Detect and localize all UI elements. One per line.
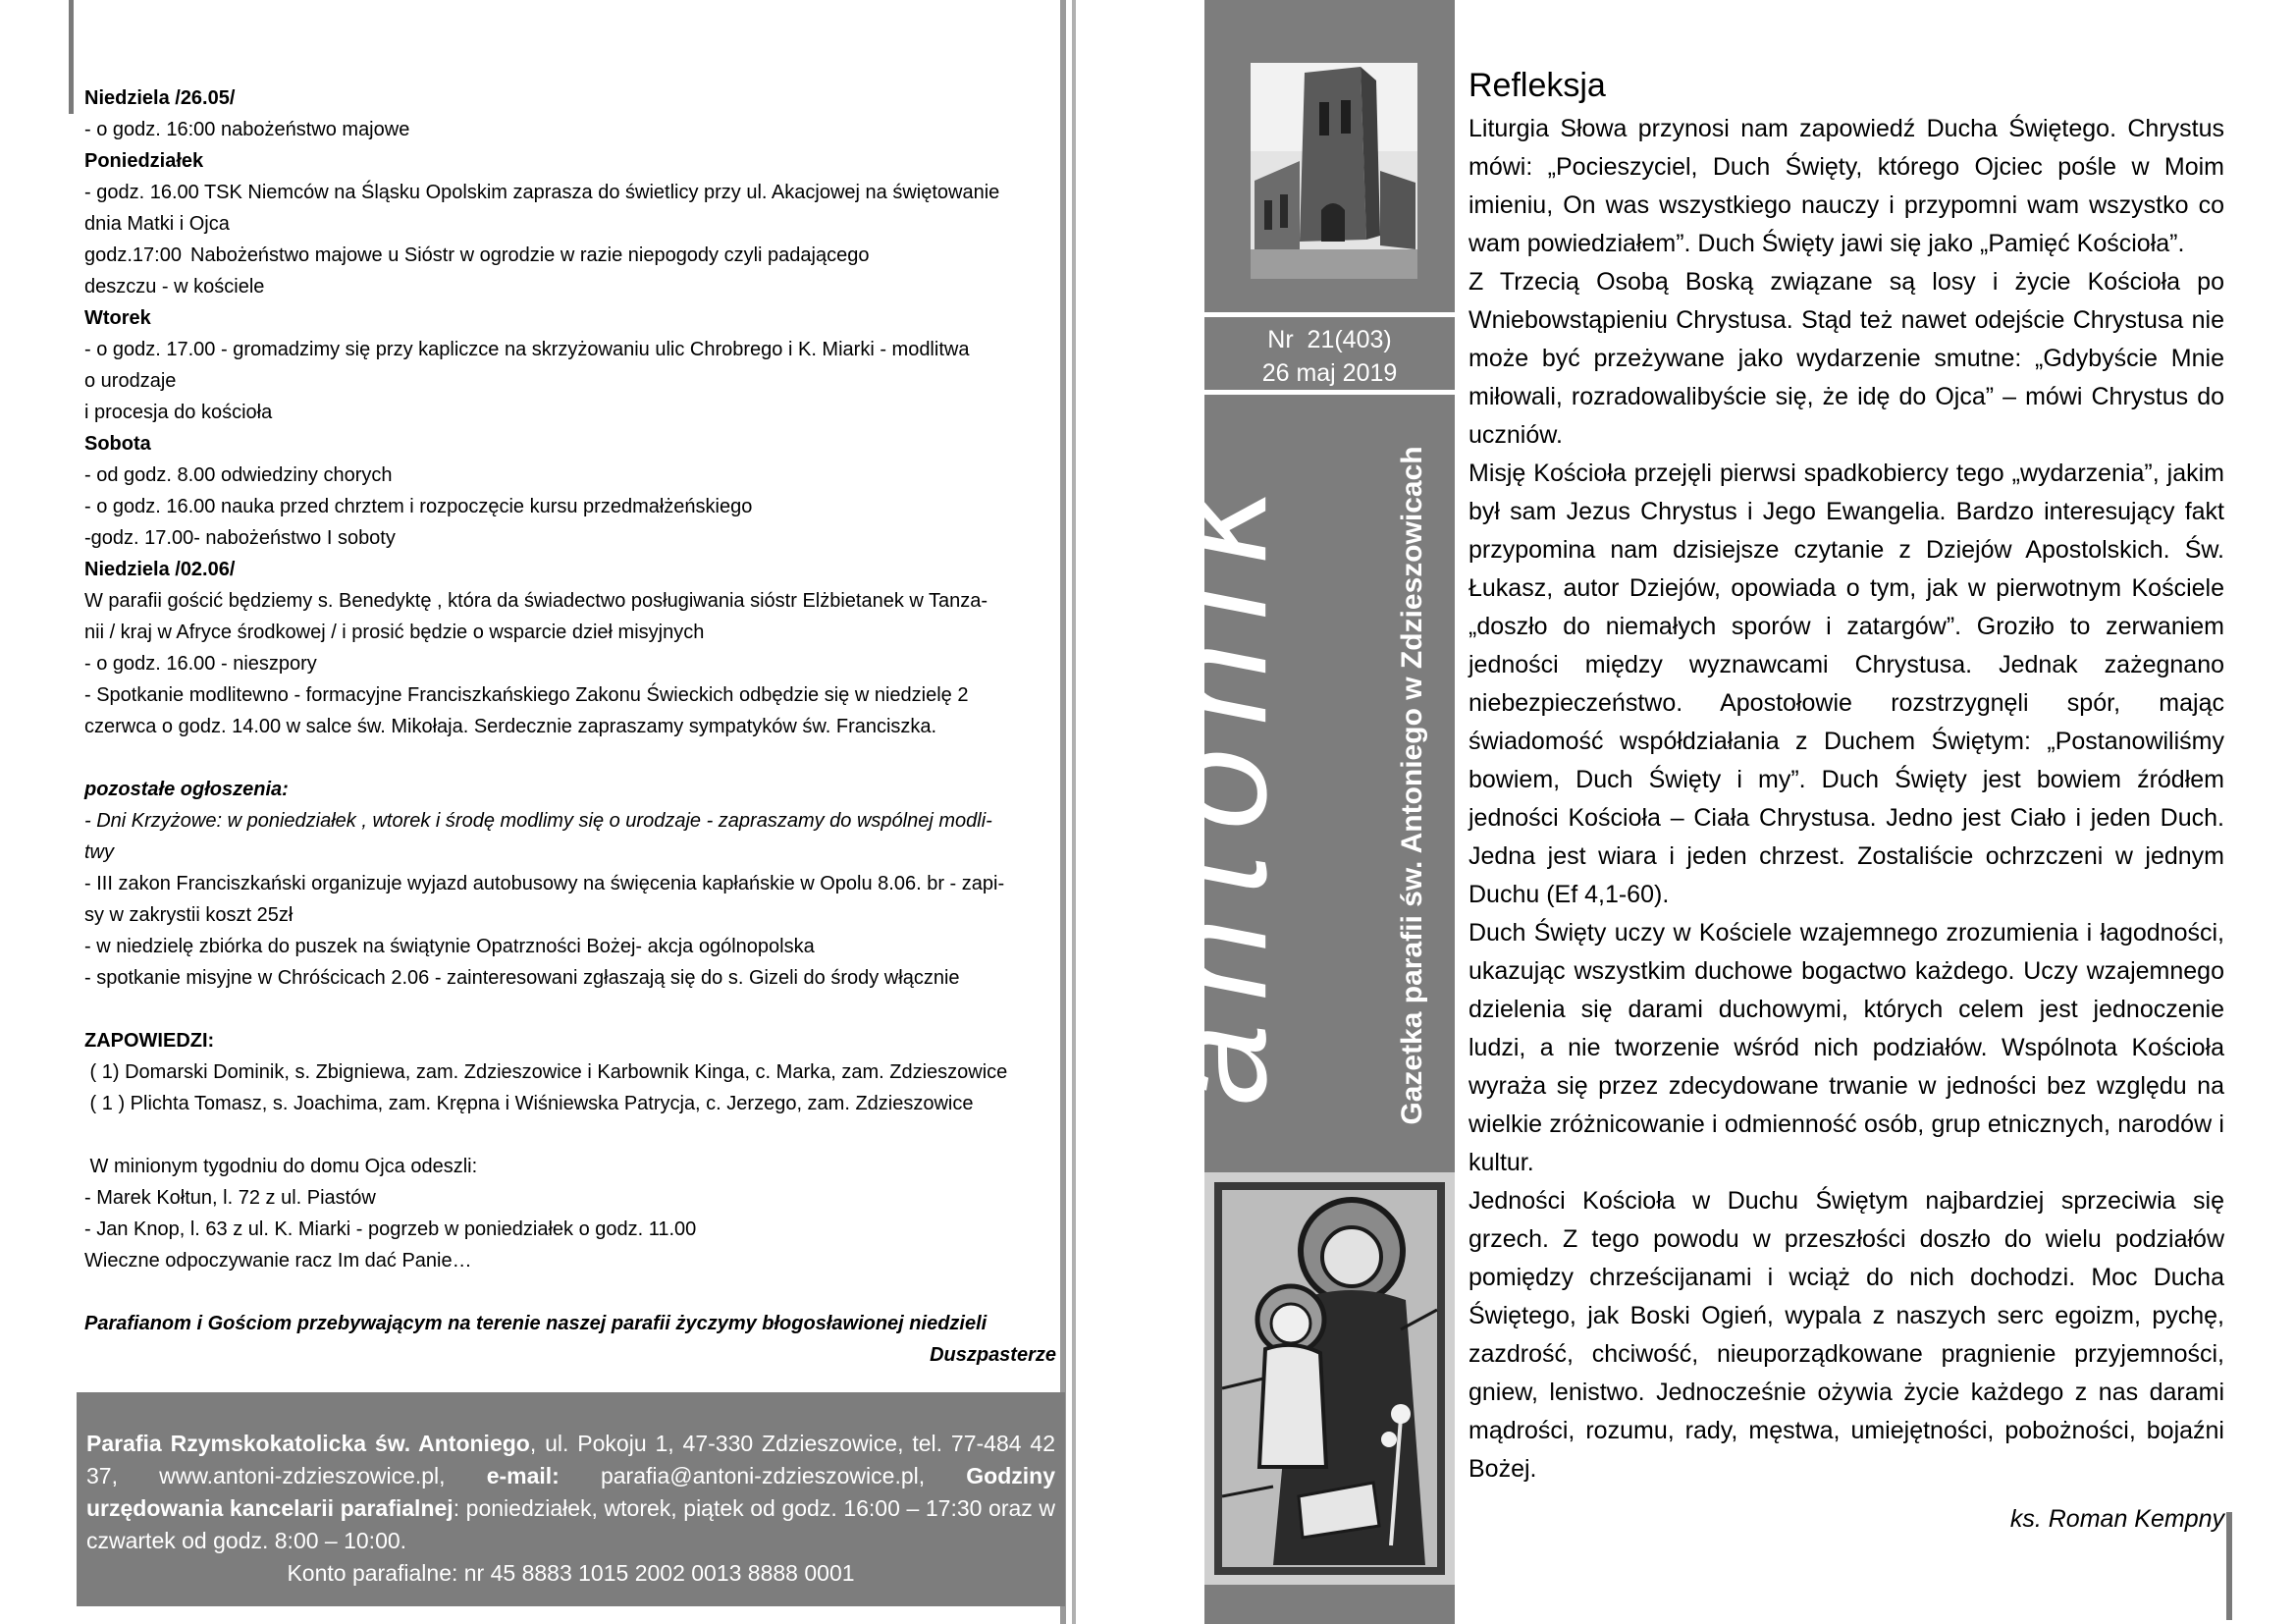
email-label: e-mail: bbox=[486, 1463, 560, 1489]
saint-anthony-image bbox=[1204, 1172, 1455, 1585]
announcements bbox=[84, 82, 1056, 1371]
article-paragraph: Z Trzecią Osobą Boską związane są losy i życie Kościoła po Wniebowstąpieniu Chrystusa. Stąd też nawet odejście Chrystusa nie może być przeżywane jako wydarzenie smutne: „Gdybyście Mnie miłowali, rozradowalibyście się, że idę do Ojca” – mówi Chrystus do uczniów. bbox=[1468, 268, 2224, 449]
deceased-heading: W minionym tygodniu do domu Ojca odeszli: bbox=[84, 1156, 478, 1177]
announcement-line: - o godz. 16.00 - nieszpory bbox=[84, 653, 317, 675]
announcement-line: twy bbox=[84, 841, 114, 863]
issue-info bbox=[1204, 312, 1455, 395]
announcement-line: - Dni Krzyżowe: w poniedziałek , wtorek i środę modlimy się o urodzaje - zapraszamy do wspólnej modli- bbox=[84, 810, 992, 832]
announcement-line: - III zakon Franciszkański organizuje wyjazd autobusowy na święcenia kapłańskie w Opolu 8.06. br - zapi- bbox=[84, 873, 1005, 894]
left-page-edge-bar bbox=[1060, 0, 1066, 1624]
announcement-line: nii / kraj w Afryce środkowej / i prosić będzie o wsparcie dzieł misyjnych bbox=[84, 622, 705, 643]
day-heading: Poniedziałek bbox=[84, 150, 204, 172]
article-paragraph: Duch Święty uczy w Kościele wzajemnego zrozumienia i łagodności, ukazując wszystkim duchowe bogactwo każdego. Uczy wzajemnego dzielenia się darami duchowymi, których celem jest jednoczenie ludzi, a nie tworzenie wśród nich podziałów. Wspólnota Kościoła wyraża się przez zdecydowane trwanie w jedności bez względu na wielkie zróżnicowanie i odmienność osób, grup etnicznych, narodów i kultur. bbox=[1468, 919, 2224, 1176]
deceased-line: - Marek Kołtun, l. 72 z ul. Piastów bbox=[84, 1187, 376, 1209]
right-page-edge-bar bbox=[1072, 0, 1076, 1624]
church-photo bbox=[1251, 63, 1417, 279]
announcement-line: - spotkanie misyjne w Chróścicach 2.06 - zainteresowani zgłaszają się do s. Gizeli do środy włącznie bbox=[84, 967, 960, 989]
day-heading: Niedziela /26.05/ bbox=[84, 87, 236, 109]
parish-name: Parafia Rzymskokatolicka św. Antoniego bbox=[86, 1431, 530, 1456]
announcement-line: o urodzaje bbox=[84, 370, 177, 392]
issue-date: 26 maj 2019 bbox=[1261, 359, 1398, 387]
banns-line: ( 1) Domarski Dominik, s. Zbigniewa, zam. Zdzieszowice i Karbownik Kinga, c. Marka, zam. Zdzieszowice bbox=[84, 1061, 1008, 1083]
article-paragraph: Liturgia Słowa przynosi nam zapowiedź Ducha Świętego. Chrystus mówi: „Pocieszyciel, Duch Święty, którego Ojciec pośle w Moim imieniu, On was wszystkiego nauczy i przypomni wam wszystko co wam powiedziałem”. Duch Święty jawi się jako „Pamięć Kościoła”. bbox=[1468, 115, 2224, 257]
announcement-line: -godz. 17.00- nabożeństwo I soboty bbox=[84, 527, 396, 549]
deceased-line: - Jan Knop, l. 63 z ul. K. Miarki - pogrzeb w poniedziałek o godz. 11.00 bbox=[84, 1218, 697, 1240]
title-area bbox=[1131, 432, 1455, 1139]
article-paragraph: Jedności Kościoła w Duchu Świętym najbardziej sprzeciwia się grzech. Z tego powodu w przeszłości doszło do wielu podziałów pomiędzy chrześcijanami i wciąż do nich dochodzi. Moc Ducha Świętego, jak Boski Ogień, wypala z naszych serc egoizm, pychę, zazdrość, chciwość, nieuporządkowane pragnienie przyjemności, gniew, lenistwo. Jednocześnie ożywia życie każdego z nas darami mądrości, rozumu, rady, męstwa, umiejętności, pobożności, bojaźni Bożej. bbox=[1468, 1187, 2224, 1483]
announcement-line: sy w zakrystii koszt 25zł bbox=[84, 904, 294, 926]
newsletter-title: antonik bbox=[1131, 465, 1297, 1106]
banns-line: ( 1 ) Plichta Tomasz, s. Joachima, zam. Krępna i Wiśniewska Patrycja, c. Jerzego, zam. Zdzieszowice bbox=[84, 1093, 974, 1114]
parish-email: parafia@antoni-zdzieszowice.pl, bbox=[559, 1463, 926, 1489]
bank-account: Konto parafialne: nr 45 8883 1015 2002 0013 8888 0001 bbox=[287, 1560, 855, 1586]
section-heading-other: pozostałe ogłoszenia: bbox=[84, 779, 289, 800]
announcement-line: - o godz. 16:00 nabożeństwo majowe bbox=[84, 119, 410, 140]
left-margin-bar bbox=[69, 0, 74, 114]
announcement-line: - od godz. 8.00 odwiedziny chorych bbox=[84, 464, 393, 486]
announcement-line: czerwca o godz. 14.00 w salce św. Mikołaja. Serdecznie zapraszamy sympatyków św. Franciszka. bbox=[84, 716, 937, 737]
announcement-line: - o godz. 17.00 - gromadzimy się przy kapliczce na skrzyżowaniu ulic Chrobrego i K. Miarki - modlitwa bbox=[84, 339, 970, 360]
announcement-text: Nabożeństwo majowe u Sióstr w ogrodzie w razie niepogody czyli padającego bbox=[190, 244, 870, 266]
time-label: godz.17:00 bbox=[84, 244, 182, 266]
announcement-line bbox=[84, 240, 1056, 271]
closing-signature: Duszpasterze bbox=[930, 1344, 1056, 1366]
day-heading: Sobota bbox=[84, 433, 151, 455]
office-hours: : poniedziałek, wtorek, piątek od godz. 16:00 – 17:30 oraz w czwartek od godz. 8:00 – 10:00. bbox=[86, 1495, 1055, 1553]
article-title: Refleksja bbox=[1468, 67, 1606, 104]
closing-wishes: Parafianom i Gościom przebywającym na terenie naszej parafii życzymy błogosławionej niedzieli bbox=[84, 1313, 988, 1334]
right-margin-bar bbox=[2226, 1512, 2232, 1620]
announcement-line: - o godz. 16.00 nauka przed chrztem i rozpoczęcie kursu przedmałżeńskiego bbox=[84, 496, 753, 517]
announcement-line: deszczu - w kościele bbox=[84, 276, 265, 298]
reflection-article bbox=[1468, 63, 2224, 1539]
announcement-line: dnia Matki i Ojca bbox=[84, 213, 230, 235]
newsletter-subtitle: Gazetka parafii św. Antoniego w Zdzieszowicach bbox=[1395, 446, 1428, 1125]
announcement-line: - Spotkanie modlitewno - formacyjne Franciszkańskiego Zakonu Świeckich odbędzie się w niedzielę 2 bbox=[84, 684, 969, 706]
section-heading-banns: ZAPOWIEDZI: bbox=[84, 1030, 215, 1052]
parish-address: , ul. Pokoju 1, 47-330 Zdzieszowice, tel. 77-484 42 37, www.antoni-zdzieszowice.pl, bbox=[86, 1431, 1055, 1489]
office-hours-label: Godziny urzędowania kancelarii parafialnej bbox=[86, 1463, 1055, 1521]
day-heading: Wtorek bbox=[84, 307, 151, 329]
issue-number: Nr 21(403) bbox=[1267, 326, 1392, 353]
announcement-line: i procesja do kościoła bbox=[84, 402, 273, 423]
announcement-line: - w niedzielę zbiórka do puszek na świątynie Opatrzności Bożej- akcja ogólnopolska bbox=[84, 936, 815, 957]
article-author: ks. Roman Kempny bbox=[2009, 1505, 2224, 1533]
announcement-line: W parafii gościć będziemy s. Benedyktę , która da świadectwo posługiwania sióstr Elżbietanek w Tanza- bbox=[84, 590, 988, 612]
parish-contact-footer bbox=[77, 1392, 1065, 1606]
saint-anthony-illustration bbox=[1204, 1172, 1455, 1585]
deceased-line: Wieczne odpoczywanie racz Im dać Panie… bbox=[84, 1250, 472, 1272]
announcement-line: - godz. 16.00 TSK Niemców na Śląsku Opolskim zaprasza do świetlicy przy ul. Akacjowej na świętowanie bbox=[84, 182, 1000, 203]
church-illustration bbox=[1251, 63, 1417, 279]
article-paragraph: Misję Kościoła przejęli pierwsi spadkobiercy tego „wydarzenia”, jakim był sam Jezus Chrystus i Jego Ewangelia. Bardzo interesujący fakt przypomina nam dzisiejsze czytanie z Dziejów Apostolskich. Św. Łukasz, autor Dziejów, opowiada o tym, jak w pierwotnym Kościele „doszło do niemałych sporów i zatargów”. Groziło to zerwaniem jedności między wyznawcami Chrystusa. Jednak zażegnano niebezpieczeństwo. Apostołowie rozstrzygnęli spór, mając świadomość współdziałania z Duchem Świętym: „Postanowiliśmy bowiem, Duch Święty i my”. Duch Święty jest bowiem źródłem jedności Kościoła – Ciała Chrystusa. Jedno jest Ciało i jeden Duch. Jedna jest wiara i jeden chrzest. Zostaliście ochrzczeni w jednym Duchu (Ef 4,1-60). bbox=[1468, 460, 2224, 908]
day-heading: Niedziela /02.06/ bbox=[84, 559, 236, 580]
